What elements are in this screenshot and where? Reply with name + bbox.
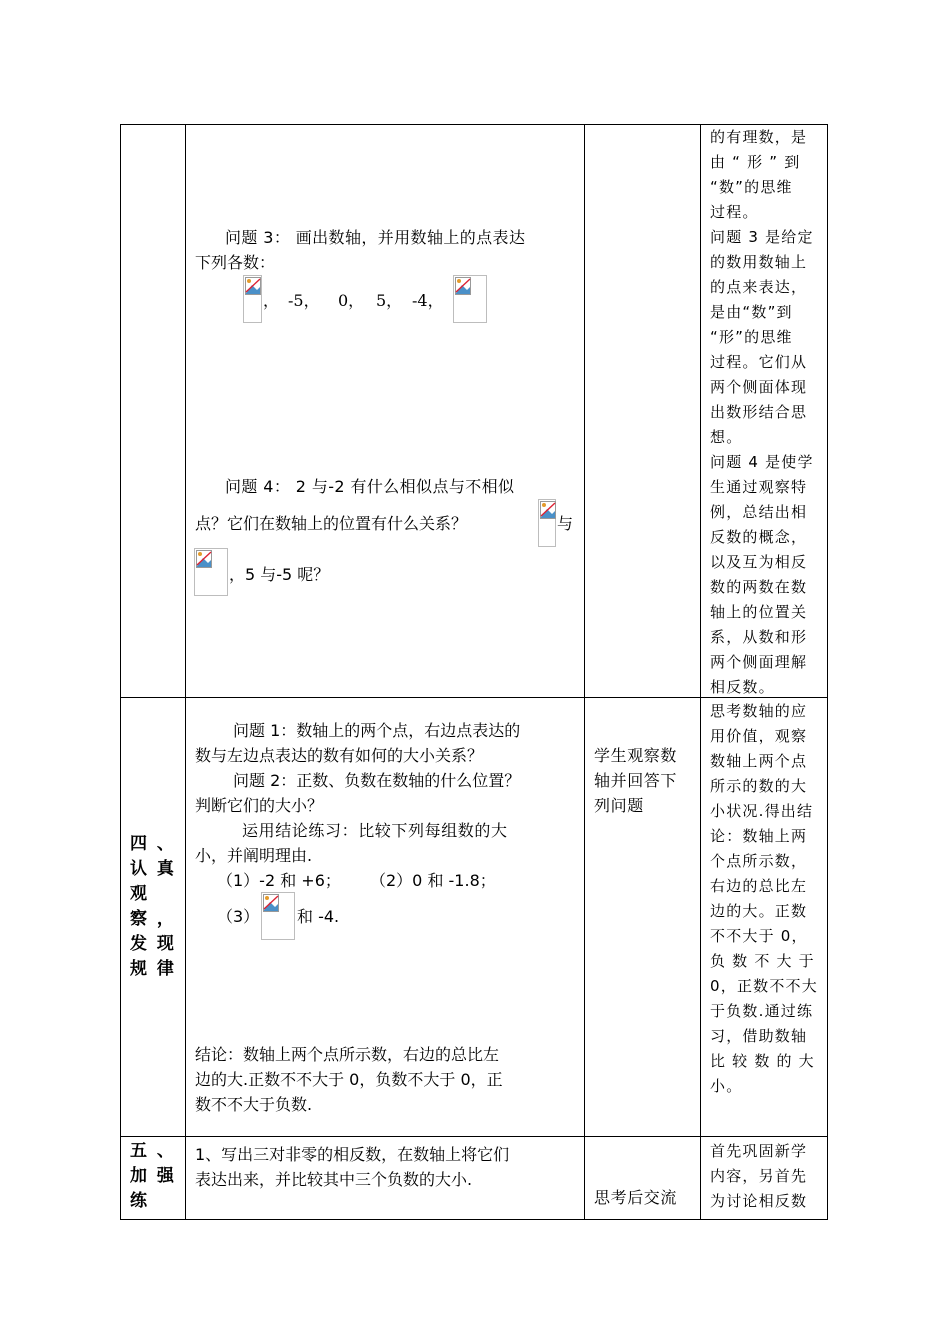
note-line: 0，正数不不大 — [710, 977, 818, 995]
note-line: 过程。它们从 — [710, 353, 808, 371]
note-line: 的点来表达， — [710, 278, 808, 296]
note-line: 问题 4 是使学 — [710, 453, 814, 471]
s4-exercise-line-2: 小，并阐明理由. — [195, 846, 313, 865]
note-line: 右边的总比左 — [710, 877, 808, 895]
row-divider-2 — [120, 1136, 828, 1137]
student-line: 学生观察数 — [594, 746, 678, 765]
q3-value-5: 5， — [376, 291, 403, 310]
note-line: 比 较 数 的 大 — [710, 1052, 815, 1070]
s4-conclusion-line-1: 结论：数轴上两个点所示数，右边的总比左 — [195, 1045, 500, 1064]
stage-line: 观 — [130, 884, 149, 904]
note-line: 小状况.得出结 — [710, 802, 814, 820]
q3-value-0: 0， — [338, 291, 365, 310]
note-line: 轴上的位置关 — [710, 603, 808, 621]
note-line: 两个侧面理解 — [710, 653, 808, 671]
note-line: 习，借助数轴 — [710, 1027, 808, 1045]
design-note-5 — [710, 1139, 807, 1214]
note-line: 论：数轴上两 — [710, 827, 808, 845]
note-line: 内容，另首先 — [710, 1167, 808, 1185]
q3-value-neg5: -5， — [288, 291, 320, 310]
note-line: 个点所示数， — [710, 852, 808, 870]
question-3-line-1: 问题 3： 画出数轴，并用数轴上的点表达 — [225, 228, 526, 247]
student-line: 轴并回答下 — [594, 771, 678, 790]
student-line: 列问题 — [594, 796, 644, 815]
note-line: 所示的数的大 — [710, 777, 808, 795]
s4-question-1-line-1: 问题 1：数轴上的两个点，右边点表达的 — [233, 721, 521, 740]
s4-conclusion-line-3: 数不不大于负数. — [195, 1095, 313, 1114]
note-line: 不不大于 0， — [710, 927, 808, 945]
note-line: 小。 — [710, 1077, 743, 1095]
column-divider-1 — [185, 124, 186, 1220]
note-line: 以及互为相反 — [710, 553, 808, 571]
note-line: 生通过观察特 — [710, 478, 808, 496]
s4-exercise-item-3-prefix: （3） — [217, 907, 260, 926]
s4-exercise-item-3-suffix: 和 -4. — [297, 907, 340, 926]
note-line: 反数的概念， — [710, 528, 808, 546]
note-line: 的数用数轴上 — [710, 253, 808, 271]
question-4-line-1: 问题 4： 2 与-2 有什么相似点与不相似 — [225, 477, 515, 496]
note-line: 过程。 — [710, 203, 759, 221]
note-line: 于负数.通过练 — [710, 1002, 814, 1020]
broken-image-icon — [194, 548, 228, 596]
s5-content-line-2: 表达出来，并比较其中三个负数的大小. — [195, 1170, 473, 1189]
note-line: 问题 3 是给定 — [710, 228, 814, 246]
note-line: 想。 — [710, 428, 743, 446]
note-line: 为讨论相反数 — [710, 1192, 808, 1210]
note-line: “数”的思维 — [710, 178, 793, 196]
note-line: 两个侧面体现 — [710, 378, 808, 396]
broken-image-icon — [243, 275, 262, 323]
s5-content-line-1: 1、写出三对非零的相反数，在数轴上将它们 — [195, 1145, 510, 1164]
note-line: 思考数轴的应 — [710, 702, 808, 720]
broken-image-icon — [261, 892, 295, 940]
stage-line: 五 、 — [130, 1141, 176, 1161]
note-line: 边的大。正数 — [710, 902, 808, 920]
note-line: “形”的思维 — [710, 328, 793, 346]
note-line: 相反数。 — [710, 678, 775, 696]
stage-line: 练 — [130, 1191, 149, 1211]
question-4-line-2-end: 与 — [557, 514, 574, 533]
note-line: 系，从数和形 — [710, 628, 808, 646]
note-line: 数轴上两个点 — [710, 752, 808, 770]
stage-line: 察 ， — [130, 909, 176, 929]
s4-exercise-item-1: （1）-2 和 +6； — [217, 871, 341, 890]
stage-line: 规 律 — [130, 959, 176, 979]
stage-line: 加 强 — [130, 1166, 176, 1186]
note-line: 是由“数”到 — [710, 303, 793, 321]
s5-student-activity: 思考后交流 — [594, 1188, 678, 1207]
s4-student-activity — [594, 743, 677, 818]
q3-value-neg4: -4， — [412, 291, 444, 310]
question-4-line-3: ，5 与-5 呢？ — [229, 565, 330, 584]
note-line: 例，总结出相 — [710, 503, 808, 521]
stage-line: 发 现 — [130, 934, 176, 954]
stage-line: 四 、 — [130, 834, 176, 854]
s4-question-2-line-1: 问题 2：正数、负数在数轴的什么位置？ — [233, 771, 521, 790]
column-divider-2 — [584, 124, 585, 1220]
design-note-4 — [710, 699, 818, 1099]
note-line: 负 数 不 大 于 — [710, 952, 815, 970]
note-line: 由 “ 形 ” 到 — [710, 153, 801, 171]
broken-image-icon — [538, 499, 556, 547]
note-line: 的有理数，是 — [710, 128, 808, 146]
note-line: 数的两数在数 — [710, 578, 808, 596]
broken-image-icon — [453, 275, 487, 323]
note-line: 出数形结合思 — [710, 403, 808, 421]
stage-line: 认 真 — [130, 859, 176, 879]
note-line: 用价值，观察 — [710, 727, 808, 745]
s4-question-2-line-2: 判断它们的大小？ — [195, 796, 324, 815]
stage-label-5 — [130, 1139, 176, 1214]
question-3-line-2: 下列各数： — [195, 253, 276, 272]
q3-value-comma: ， — [263, 291, 280, 310]
s4-exercise-item-2: （2）0 和 -1.8； — [370, 871, 496, 890]
column-divider-3 — [700, 124, 701, 1220]
s4-question-1-line-2: 数与左边点表达的数有如何的大小关系？ — [195, 746, 484, 765]
s4-exercise-line-1: 运用结论练习：比较下列每组数的大 — [242, 821, 508, 840]
question-4-line-2: 点？它们在数轴上的位置有什么关系？ — [195, 514, 468, 533]
design-note-prev — [710, 125, 814, 700]
note-line: 首先巩固新学 — [710, 1142, 808, 1160]
stage-label-4 — [130, 832, 176, 982]
s4-conclusion-line-2: 边的大.正数不不大于 0，负数不大于 0，正 — [195, 1070, 503, 1089]
